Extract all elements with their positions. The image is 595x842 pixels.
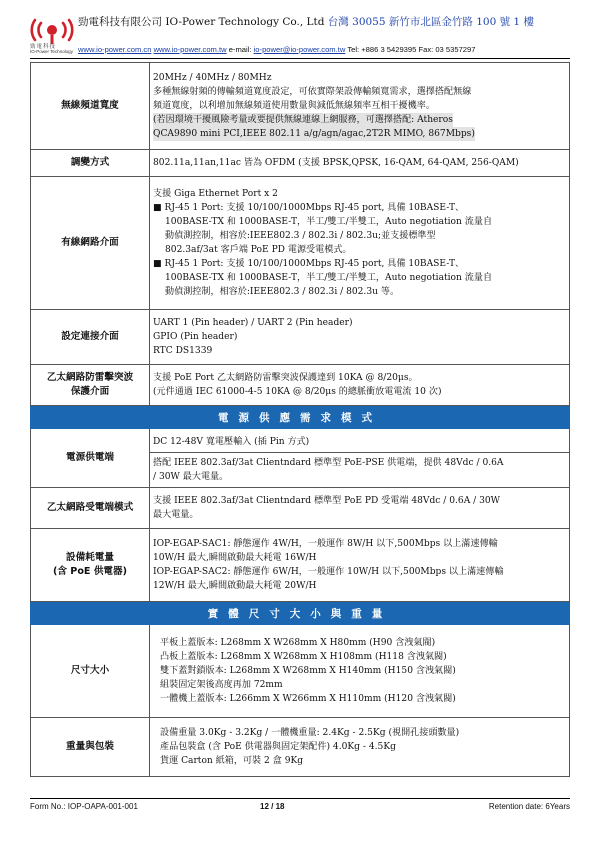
row-surge (31, 365, 570, 406)
retention-date: Retention date: 6Years (488, 802, 570, 811)
text-line: 產品包裝盒 (含 PoE 供電器與固定架配件) 4.0Kg - 4.5Kg (160, 742, 396, 752)
text-line: 雙下蓋對鎖版本: L268mm X W268mm X H140mm (H150 含洩氣閥) (160, 666, 456, 676)
row-weight (31, 718, 570, 777)
tel-fax: Tel: +886 3 5429395 Fax: 03 5357297 (347, 45, 476, 54)
text-line: (元件通過 IEC 61000-4-5 10KA @ 8/20μs 的總脈衝放電電流 10 次) (153, 387, 442, 397)
text-line: / 30W 最大電量。 (153, 472, 229, 482)
text-line: GPIO (Pin header) (153, 332, 238, 342)
text-line: 12W/H 最大,瞬間啟動最大耗電 20W/H (153, 581, 317, 591)
text-line: DC 12-48V 寬電壓輸入 (插 Pin 方式) (153, 437, 310, 447)
bullet-line: ■ RJ-45 1 Port: 支援 10/100/1000Mbps RJ-45 port, 具備 10BASE-T、 (153, 259, 465, 269)
row-value (150, 488, 570, 529)
email-link[interactable]: io-power@io-power.com.tw (253, 45, 346, 54)
sub-cell (150, 432, 569, 453)
row-wireless (31, 63, 570, 150)
row-value: 802.11a,11an,11ac 皆為 OFDM (支援 BPSK,QPSK, 16-QAM, 64-QAM, 256-QAM) (150, 150, 570, 177)
text-line: 100BASE-TX 和 1000BASE-T，半工/雙工/半雙工，Auto negotiation 流量自 (165, 217, 493, 227)
logo-text-cn: 勁電科技 (30, 44, 57, 50)
row-value (150, 310, 570, 365)
sub-cell (153, 453, 566, 484)
row-value (150, 529, 570, 602)
row-value (150, 718, 570, 777)
row-label: 電源供電端 (31, 429, 150, 488)
text-line: 動偵測控制，相容於:IEEE802.3 / 802.3i / 802.3u;並支援標準型 (165, 231, 436, 241)
page-number: 12 / 18 (260, 802, 285, 811)
text-line: 支援 IEEE 802.3af/3at Clientndard 標準型 PoE PD 受電端 48Vdc / 0.6A / 30W (153, 496, 501, 506)
section-title: 實體尺寸大小與重量 (31, 602, 570, 625)
row-label: 無線頻道寬度 (31, 63, 150, 150)
text-line: 設備重量 3.0Kg - 3.2Kg / 一體機重量: 2.4Kg - 2.5Kg (視開孔接頭數量) (160, 728, 460, 738)
company-line (78, 14, 534, 29)
row-label (31, 365, 150, 406)
row-value (150, 177, 570, 310)
row-value (150, 429, 570, 488)
text-line: 最大電量。 (153, 510, 199, 520)
text-line: 一體機上蓋版本: L266mm X W266mm X H110mm (H120 含洩氣閥) (160, 694, 456, 704)
row-label: 有線網路介面 (31, 177, 150, 310)
website-tw-link[interactable]: www.io-power.com.tw (153, 45, 227, 54)
section-header-size (31, 602, 570, 625)
company-name-en: IO-Power Technology Co., Ltd (165, 16, 325, 28)
row-value (150, 365, 570, 406)
label-line: 乙太網路防雷擊突波 (46, 372, 134, 383)
text-line: 支援 PoE Port 乙太網路防雷擊突波保護達到 10KA @ 8/20μs。 (153, 373, 418, 383)
row-modulation (31, 150, 570, 177)
row-power-supply (31, 429, 570, 488)
logo-text-en: IO-Power Technology (30, 49, 73, 54)
row-label: 調變方式 (31, 150, 150, 177)
row-pd (31, 488, 570, 529)
text-line: 100BASE-TX 和 1000BASE-T，半工/雙工/半雙工，Auto negotiation 流量自 (165, 273, 493, 283)
text-line: 搭配 IEEE 802.3af/3at Clientndard 標準型 PoE-PSE 供電端，提供 48Vdc / 0.6A (153, 458, 504, 468)
spec-table (30, 62, 570, 777)
text-line: 凸板上蓋版本: L268mm X W268mm X H108mm (H118 含洩氣閥) (160, 652, 447, 662)
company-name-cn: 勁電科技有限公司 (78, 16, 162, 28)
label-line: 設備耗電量 (66, 552, 114, 563)
row-label: 乙太網路受電端模式 (31, 488, 150, 529)
form-number: Form No.: IOP-OAPA-001-001 (30, 802, 138, 811)
text-line: 多種無線射頻的傳輸頻道寬度設定，可依實際架設傳輸頻寬需求，選擇搭配無線 (153, 87, 472, 97)
text-line: 10W/H 最大,瞬間啟動最大耗電 16W/H (153, 553, 317, 563)
text-line: 頻道寬度，以利增加無線頻道使用數量與減低無線頻率互相干擾機率。 (153, 101, 435, 111)
header-divider (30, 58, 570, 59)
label-line: 保護介面 (70, 386, 110, 397)
highlight-text: (若因環境干擾風險考量或要提供無線連線上網服務，可選擇搭配: Atheros (153, 115, 453, 125)
row-value (150, 63, 570, 150)
contact-line (78, 45, 475, 54)
text-line: 802.3af/3at 客戶端 PoE PD 電源受電模式。 (165, 245, 352, 255)
text-line: 動偵測控制，相容於:IEEE802.3 / 802.3i / 802.3u 等。 (165, 287, 400, 297)
text-line: 支援 Giga Ethernet Port x 2 (153, 189, 278, 199)
row-connectors (31, 310, 570, 365)
text-line: UART 1 (Pin header) / UART 2 (Pin header) (153, 318, 353, 328)
text-line: IOP-EGAP-SAC2: 靜態運作 6W/H，一般運作 10W/H 以下,500Mbps 以上滿速傳輸 (153, 567, 504, 577)
text-line: IOP-EGAP-SAC1: 靜態運作 4W/H，一般運作 8W/H 以下,500Mbps 以上滿速傳輸 (153, 539, 498, 549)
website-cn-link[interactable]: www.io-power.com.cn (78, 45, 152, 54)
text-line: RTC DS1339 (153, 346, 213, 356)
text-line: 組裝固定架後高度再加 72mm (160, 680, 283, 690)
row-value (150, 625, 570, 718)
section-header-power (31, 406, 570, 429)
text-line: 20MHz / 40MHz / 80MHz (153, 73, 272, 83)
page-footer (30, 798, 570, 813)
company-address: 台灣 30055 新竹市北區金竹路 100 號 1 樓 (327, 16, 534, 28)
email-label: e-mail: (228, 45, 252, 54)
page-header (30, 10, 570, 56)
text-line: 平板上蓋版本: L268mm X W268mm X H80mm (H90 含洩氣閥) (160, 638, 436, 648)
row-label: 設定連接介面 (31, 310, 150, 365)
row-label: 重量與包裝 (31, 718, 150, 777)
row-label (31, 529, 150, 602)
row-consumption (31, 529, 570, 602)
section-title: 電源供應需求模式 (31, 406, 570, 429)
row-label: 尺寸大小 (31, 625, 150, 718)
text-line: 貨運 Carton 紙箱，可裝 2 盒 9Kg (160, 756, 304, 766)
highlight-text: QCA9890 mini PCI,IEEE 802.11 a/g/agn/agac,2T2R MIMO, 867Mbps) (153, 129, 475, 139)
row-wired (31, 177, 570, 310)
bullet-line: ■ RJ-45 1 Port: 支援 10/100/1000Mbps RJ-45 port, 具備 10BASE-T、 (153, 203, 465, 213)
label-line: (含 PoE 供電器) (52, 566, 127, 577)
row-size (31, 625, 570, 718)
